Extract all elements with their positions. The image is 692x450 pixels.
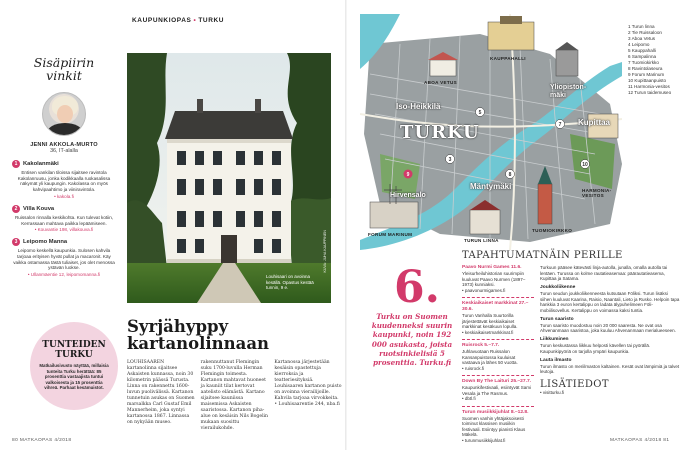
sidebar-title-line1: Sisäpiirin (33, 55, 95, 70)
event-link: • paavonurmigames.fi (462, 287, 506, 293)
event-link: • dbtl.fi (462, 396, 476, 401)
tip-link: • Kouvantie 198, villakouva.fi (34, 227, 94, 233)
sidebar-title (12, 56, 116, 82)
manor-house-illustration (127, 53, 331, 303)
photo-caption: Louhisaari on avoinna kesällä. Opastus kestää tunnin, 9 e. (266, 274, 314, 290)
tip-title: Villa Kouva (23, 205, 55, 212)
event-body: Turun Vanhalla Suurtorilla järjestettävät keskiaikaiset markkinat kesäkuun lopulla. (462, 313, 518, 329)
legend-item: 10 Kupittaanpuisto (628, 78, 667, 83)
tag-dot: • (193, 17, 197, 24)
info-block-title: Lauta ilmasto (540, 357, 572, 363)
section-tag (132, 17, 224, 24)
sidebar-title-line2: vinkit (46, 68, 82, 83)
info-block (540, 317, 680, 334)
circle-title-line1: TUNTEIDEN (42, 340, 106, 351)
legend-item: 7 Tuomiokirkko (628, 60, 659, 65)
folio-right: MATKAOPAS 4/2018 81 (610, 438, 670, 443)
page-fold (345, 0, 347, 450)
tip-link: • Ullanmäentie 12, leipomomanna.fi (27, 272, 101, 278)
svg-text:3: 3 (448, 157, 452, 163)
event-title: Ruisrock 5.–7.7. (462, 343, 500, 348)
getting-there-section (540, 250, 680, 395)
legend-item: 8 Ravintolaseura (628, 66, 663, 71)
legend-item: 9 Forum Marinum (628, 72, 665, 77)
headline-line1: Syrjähyppy (127, 317, 229, 336)
event-body: Kaupunkifestivaali, esiintyvät Sami Vesala ja The Rasmus. (462, 385, 532, 396)
article-body (127, 360, 342, 432)
event-item (462, 343, 534, 371)
body-column-2: rakennuttanut Flemingin suku 1700-luvulla Herman Flemingin toimesta. Kartanon mahtavat huoneet ja kauniit tilat kertovat aatelisto elämästä. Kartano sijaitsee kauniissa maisemissa Askaisten saaristossa. Kartanon piha-alue on kesäisin Nils Bogelin mukaan suosittu vierailukohde. (200, 360, 268, 431)
svg-text:9: 9 (406, 172, 410, 178)
svg-text:10: 10 (582, 162, 588, 168)
tip-body: Entisen vankilan tiloissa sijaitsee ravintola Kakolanruusu, jonka kodikkaalla ruokasalissa näkymät yli kaupungin. Kakolassa on myös kahvipaahtimo ja viiniravintola. (17, 170, 111, 193)
body-column-3: Kartanossa järjestetään kesäisin opastettuja kierroksia ja teatteriesityksiä. Louhisaaren kartanon puisto on avoinna vierailijoille. Kahvila tarjoaa virvokkeita. • Louhisaarentie 244, nba.fi (274, 360, 342, 407)
tip-link: • kakola.fi (54, 193, 74, 199)
event-body: Juhlavuotaan Ruissalon Kansanpuistossa kuuluisat vastaava ja lähes 50 vuotta. (462, 349, 518, 365)
legend-item: 1 Turun linna (628, 24, 655, 29)
tip-number-badge: 1 (12, 160, 20, 168)
tip-title: Leipomo Manna (23, 239, 68, 246)
circle-title (42, 341, 105, 360)
map-label-tuomiokirkko: TUOMIOKIRKKO (532, 228, 573, 233)
events-section (462, 250, 540, 447)
event-link: • keskiaikaisetmarkkinat.fi (462, 329, 514, 335)
author-avatar (42, 92, 86, 136)
feelings-circle-box (30, 322, 118, 410)
tip-number-badge: 3 (12, 238, 20, 246)
event-link: • turunmusiikkijuhlat.fi (462, 437, 506, 443)
big-number: 6. (394, 262, 440, 313)
district-mantymaki: Mäntymäki (470, 182, 512, 191)
photo-credit: KUVA: JUHA KAUPPINEN (323, 230, 327, 273)
event-item (462, 301, 534, 335)
circle-title-line2: TURKU (55, 349, 93, 360)
map-label-aboa: ABOA VETUS (424, 80, 457, 85)
event-divider (462, 375, 534, 376)
getting-there-title: NÄIN PERILLE (540, 250, 623, 261)
event-title: Down By The Laituri 25.–27.7. (462, 379, 532, 384)
legend-item: 4 Leipomo (628, 42, 650, 47)
event-divider (462, 406, 534, 407)
event-body: Suomen vanhin yhtäjaksoisesti toiminut klassisen musiikin festivaali. Esiintyy pianisti Klaus Mäkelä. (462, 415, 526, 437)
more-info-link[interactable]: • visitturku.fi (540, 389, 565, 395)
more-info-title: LISÄTIEDOT (540, 378, 609, 390)
section-tag-right: TURKU (198, 17, 225, 24)
headline-line2: kartanolinnaan (127, 334, 270, 353)
district-kupittaa: Kupittaa (578, 118, 610, 127)
event-title: Turun musiikkijuhlat 8.–12.8. (462, 409, 529, 415)
district-turku: TURKU (400, 122, 480, 143)
legend-item: 12 Turun taidemuseo (628, 90, 672, 95)
map-label-forum: FORUM MARINUM (368, 232, 413, 237)
event-item (462, 379, 534, 402)
event-title: Keskiaikaiset markkinat 27.–30.6. (462, 301, 529, 312)
info-block-title: Liikkuminen (540, 337, 569, 342)
legend-item: 3 Aboa Vetus (628, 36, 656, 41)
turku-map (360, 14, 622, 250)
district-hirvensalo: Hirvensalo (390, 192, 426, 199)
svg-text:5: 5 (478, 110, 482, 116)
big-fact-text: Turku on Suomen kuudenneksi suurin kaupunki, noin 192 000 asukasta, joista ruotsinkielisiä 5 prosenttia. Turku.fi (371, 312, 453, 368)
event-divider (462, 297, 534, 298)
events-title: TAPAHTUMAT (462, 250, 540, 261)
tip-title: Kakolanmäki (23, 161, 59, 167)
info-block-body: Turun saaristo muodostuu noin 20 000 saaresta. Ne ovat osa Ahvenanmaan saaristoa, joka kuuluu Ahvenanmaan merialueeseen. (540, 322, 676, 333)
tip-number-badge: 2 (12, 205, 20, 213)
svg-text:8: 8 (508, 172, 512, 178)
tip-item (12, 160, 116, 199)
info-block-body: Turun keskustassa liikkuu helposti kävellen tai pyörällä. Kaupunkipyöriä on tarjolla ympäri kaupunkia. (540, 343, 651, 354)
event-body: Yleisurheiluhistorian suurimpiin kuuluvat Paavo Nurmen (1897–1973) kunniaksi. (462, 271, 526, 287)
legend-item: 5 Kauppahalli (628, 48, 656, 53)
legend-item: 2 Tie Ruissaloon (628, 30, 662, 35)
article-headline (127, 318, 337, 352)
folio-left: 80 MATKAOPAS 4/2018 (12, 438, 72, 443)
map-label-harmonia: HARMONIA-VESITOS (582, 188, 612, 198)
body-column-1: LOUHISAAREN kartanolinna sijaitsee Askaisten kunnassa, noin 30 kilometrin päässä Turusta. Linna on rakennettu 1600-luvun puolivälissä. Kartanon tunnetuin asukas on Suomen marsalkka Carl Gustaf Emil Mannerheim, joka syntyi kartanossa 1867. Linnassa on nykyään museo. (127, 360, 195, 425)
map-legend (628, 24, 688, 96)
manor-photo (127, 53, 331, 303)
legend-item: 6 Sampalinna (628, 54, 657, 59)
info-block (540, 337, 680, 354)
legend-item: 11 Harmonia-vesitos (628, 84, 670, 89)
map-label-kauppahalli: KAUPPAHALLI (490, 56, 526, 61)
tip-body: Leipomo keskellä kaupunkia. Sulosen kahvila tarjoaa erityisen hyvät pullat ja macaronit. Käy vaikka ostamassa tästä tuliaiset, jos olet menossa ystävän luokse. (13, 248, 115, 271)
tip-item (12, 238, 116, 277)
map-label-turun-linna: TURUN LINNA (464, 238, 499, 243)
info-block-body: Turun seudun joukkoliikenneesta kutsutaan Föliksi. Turun lisäksi siihen kuuluvat Kaarina, Raisio, Naantali, Lieto ja Rusko. Helpoin tapa hankkia 3 euron kertalippu on ladata älypuhelimeen Föli-mobiilisovellus. Kertalippu on voimassa kaksi tuntia. (540, 291, 680, 313)
info-block-title: Turun saaristo (540, 316, 574, 322)
getting-there-intro: Turkuun pääsee kätevästi linja-autolla, junalla, omalla autolla tai lentäen. Turussa on kolme rautatieasemaa: päärautatieasema, Kupittaa ja Satama. (540, 265, 668, 281)
author-name: JENNI AKKOLA-MURTO (30, 142, 98, 148)
svg-text:7: 7 (558, 122, 562, 128)
author-age: 36, IT-alalla (50, 148, 78, 154)
district-yliopistonmaki: Yliopiston-mäki (550, 84, 587, 99)
event-item (462, 265, 534, 293)
tip-item (12, 205, 116, 232)
event-divider (462, 339, 534, 340)
event-link: • ruisrock.fi (462, 365, 485, 371)
circle-body: Matkailusivusto näyttää, millaisia tunteita Turku herättää: 85 prosenttia vastaajista tuntui valkoisesta ja 15 prosenttia vihreä. Parhaat kesämuistot. (39, 363, 109, 391)
district-iso-heikkila: Iso-Heikkilä (396, 102, 441, 111)
info-block-title: Joukkoliikenne (540, 285, 576, 290)
info-block (540, 285, 680, 313)
info-block-body: Turun ilmasto on meriilmaston kaltainen. Kesät ovat lämpimiä ja talvet leutoja. (540, 363, 680, 374)
section-tag-left: KAUPUNKIOPAS (132, 17, 192, 24)
info-block (540, 358, 680, 375)
tip-body: Ruissalon rinnalla keskikohta. Kun tulevat kotiin, Kerrassaan mahtava paikka lepäämiseen. (14, 214, 114, 226)
event-title: Paavo Nurmi Games 11.6. (462, 265, 522, 270)
event-item (462, 410, 534, 444)
